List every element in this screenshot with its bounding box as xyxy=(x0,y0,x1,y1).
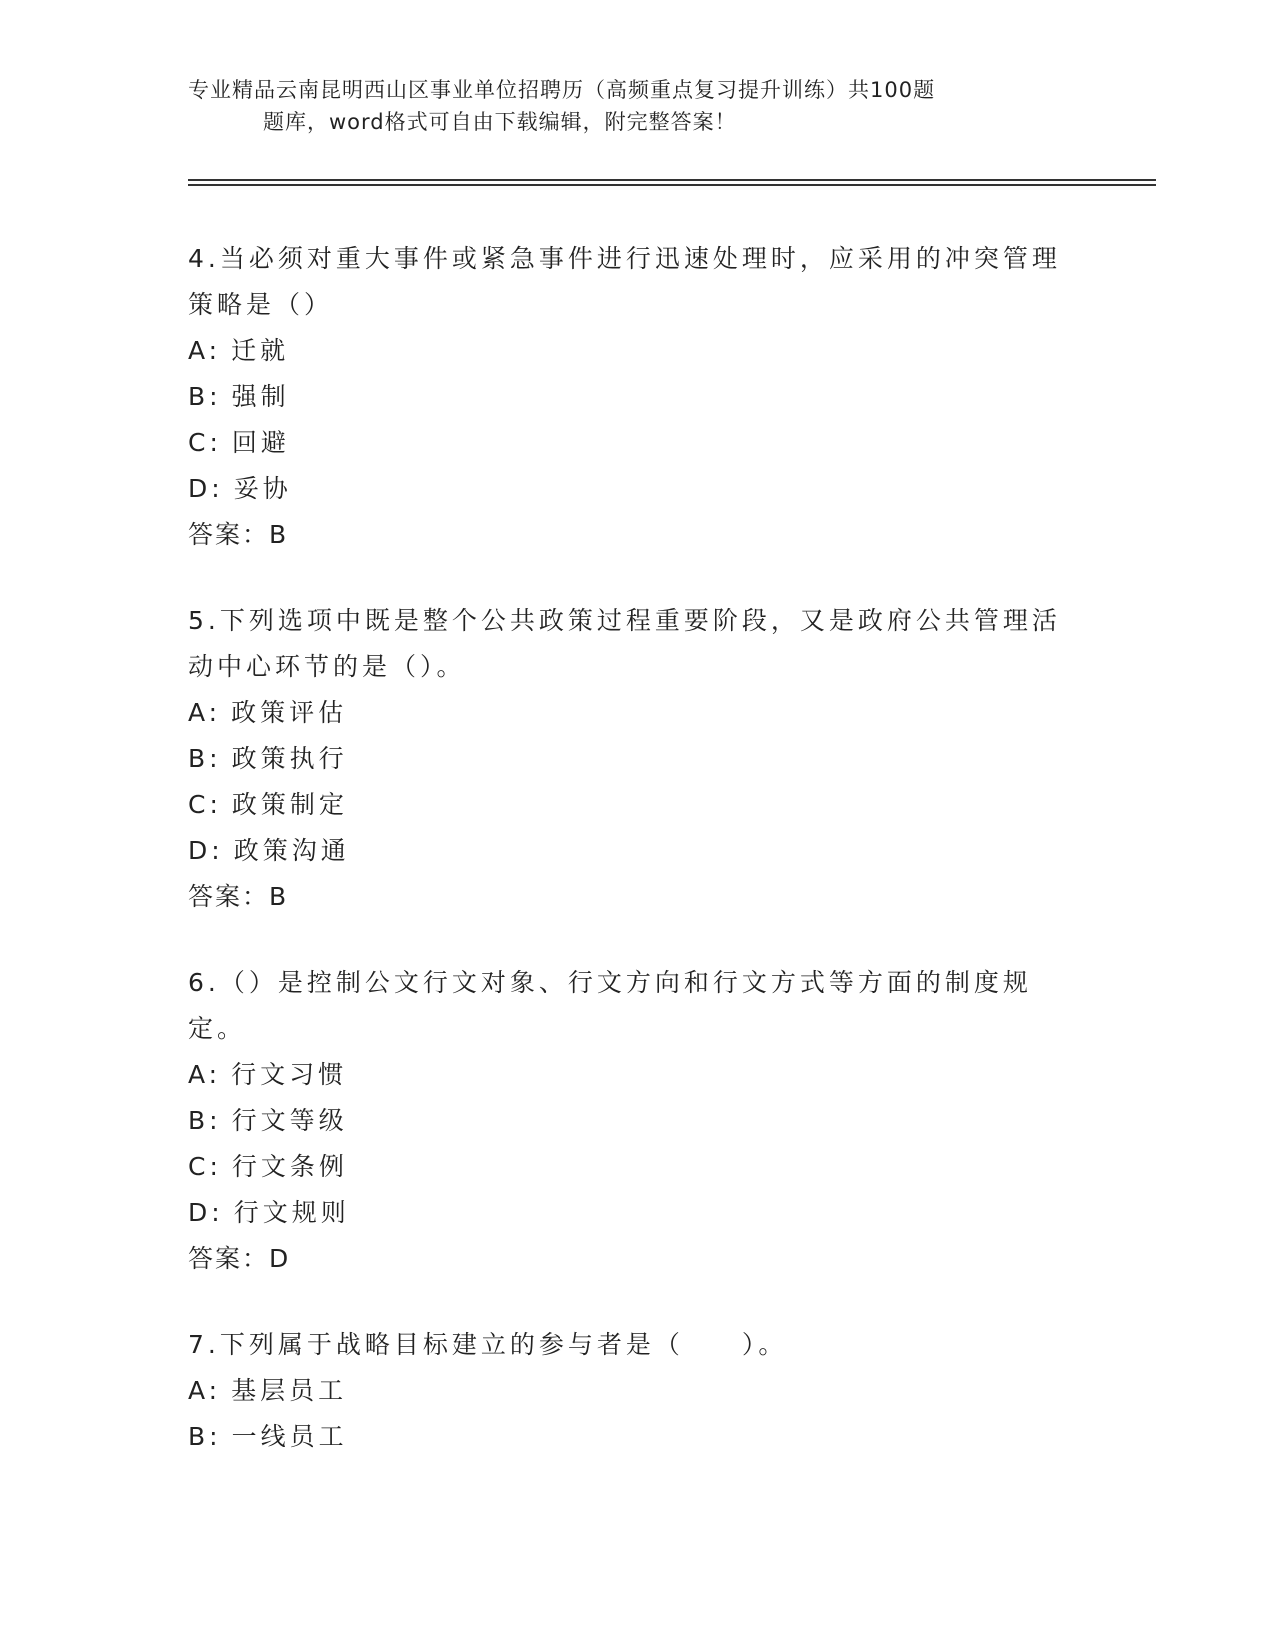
option-a xyxy=(188,1052,1068,1098)
option-key: A: xyxy=(188,336,222,365)
option-key: D: xyxy=(188,1198,224,1227)
option-d xyxy=(188,466,1068,512)
option-c xyxy=(188,1144,1068,1190)
question-6 xyxy=(188,960,1068,1282)
option-c xyxy=(188,782,1068,828)
option-value: 政策制定 xyxy=(231,790,348,819)
option-key: A: xyxy=(188,1376,222,1405)
option-key: A: xyxy=(188,698,222,727)
option-a xyxy=(188,690,1068,736)
question-4 xyxy=(188,236,1068,558)
option-key: C: xyxy=(188,790,222,819)
option-value: 行文习惯 xyxy=(231,1060,348,1089)
option-d xyxy=(188,828,1068,874)
option-value: 回避 xyxy=(231,428,290,457)
option-key: B: xyxy=(188,1106,222,1135)
answer-label: 答案：D xyxy=(188,1244,291,1273)
option-value: 政策沟通 xyxy=(233,836,350,865)
option-key: D: xyxy=(188,836,224,865)
header-title-line-2: 题库，word格式可自由下载编辑，附完整答案！ xyxy=(263,110,737,134)
answer-label: 答案：B xyxy=(188,520,289,549)
option-key: C: xyxy=(188,428,222,457)
option-value: 一线员工 xyxy=(231,1422,348,1451)
option-key: B: xyxy=(188,744,222,773)
option-b xyxy=(188,736,1068,782)
option-key: C: xyxy=(188,1152,222,1181)
question-5 xyxy=(188,598,1068,920)
option-value: 强制 xyxy=(231,382,290,411)
option-key: B: xyxy=(188,382,222,411)
option-a xyxy=(188,328,1068,374)
option-key: B: xyxy=(188,1422,222,1451)
option-d xyxy=(188,1190,1068,1236)
option-value: 政策评估 xyxy=(231,698,348,727)
option-value: 行文等级 xyxy=(231,1106,348,1135)
document-header xyxy=(188,74,1048,138)
question-text: 4.当必须对重大事件或紧急事件进行迅速处理时，应采用的冲突管理策略是（） xyxy=(188,244,1061,319)
question-text: 6.（）是控制公文行文对象、行文方向和行文方式等方面的制度规定。 xyxy=(188,968,1032,1043)
option-value: 政策执行 xyxy=(231,744,348,773)
option-value: 迁就 xyxy=(231,336,290,365)
option-b xyxy=(188,1414,1068,1460)
header-divider-top xyxy=(188,179,1156,181)
option-value: 行文规则 xyxy=(233,1198,350,1227)
option-c xyxy=(188,420,1068,466)
option-value: 行文条例 xyxy=(231,1152,348,1181)
option-value: 基层员工 xyxy=(231,1376,348,1405)
question-list xyxy=(188,236,1068,1500)
option-value: 妥协 xyxy=(233,474,292,503)
option-key: A: xyxy=(188,1060,222,1089)
option-key: D: xyxy=(188,474,224,503)
option-a xyxy=(188,1368,1068,1414)
question-7 xyxy=(188,1322,1068,1460)
option-b xyxy=(188,1098,1068,1144)
header-divider-bottom xyxy=(188,184,1156,186)
answer-label: 答案：B xyxy=(188,882,289,911)
option-b xyxy=(188,374,1068,420)
question-text: 7.下列属于战略目标建立的参与者是（ ）。 xyxy=(188,1330,788,1359)
header-title-line-1: 专业精品云南昆明西山区事业单位招聘历（高频重点复习提升训练）共100题 xyxy=(188,78,936,102)
question-text: 5.下列选项中既是整个公共政策过程重要阶段，又是政府公共管理活动中心环节的是（）。 xyxy=(188,606,1061,681)
